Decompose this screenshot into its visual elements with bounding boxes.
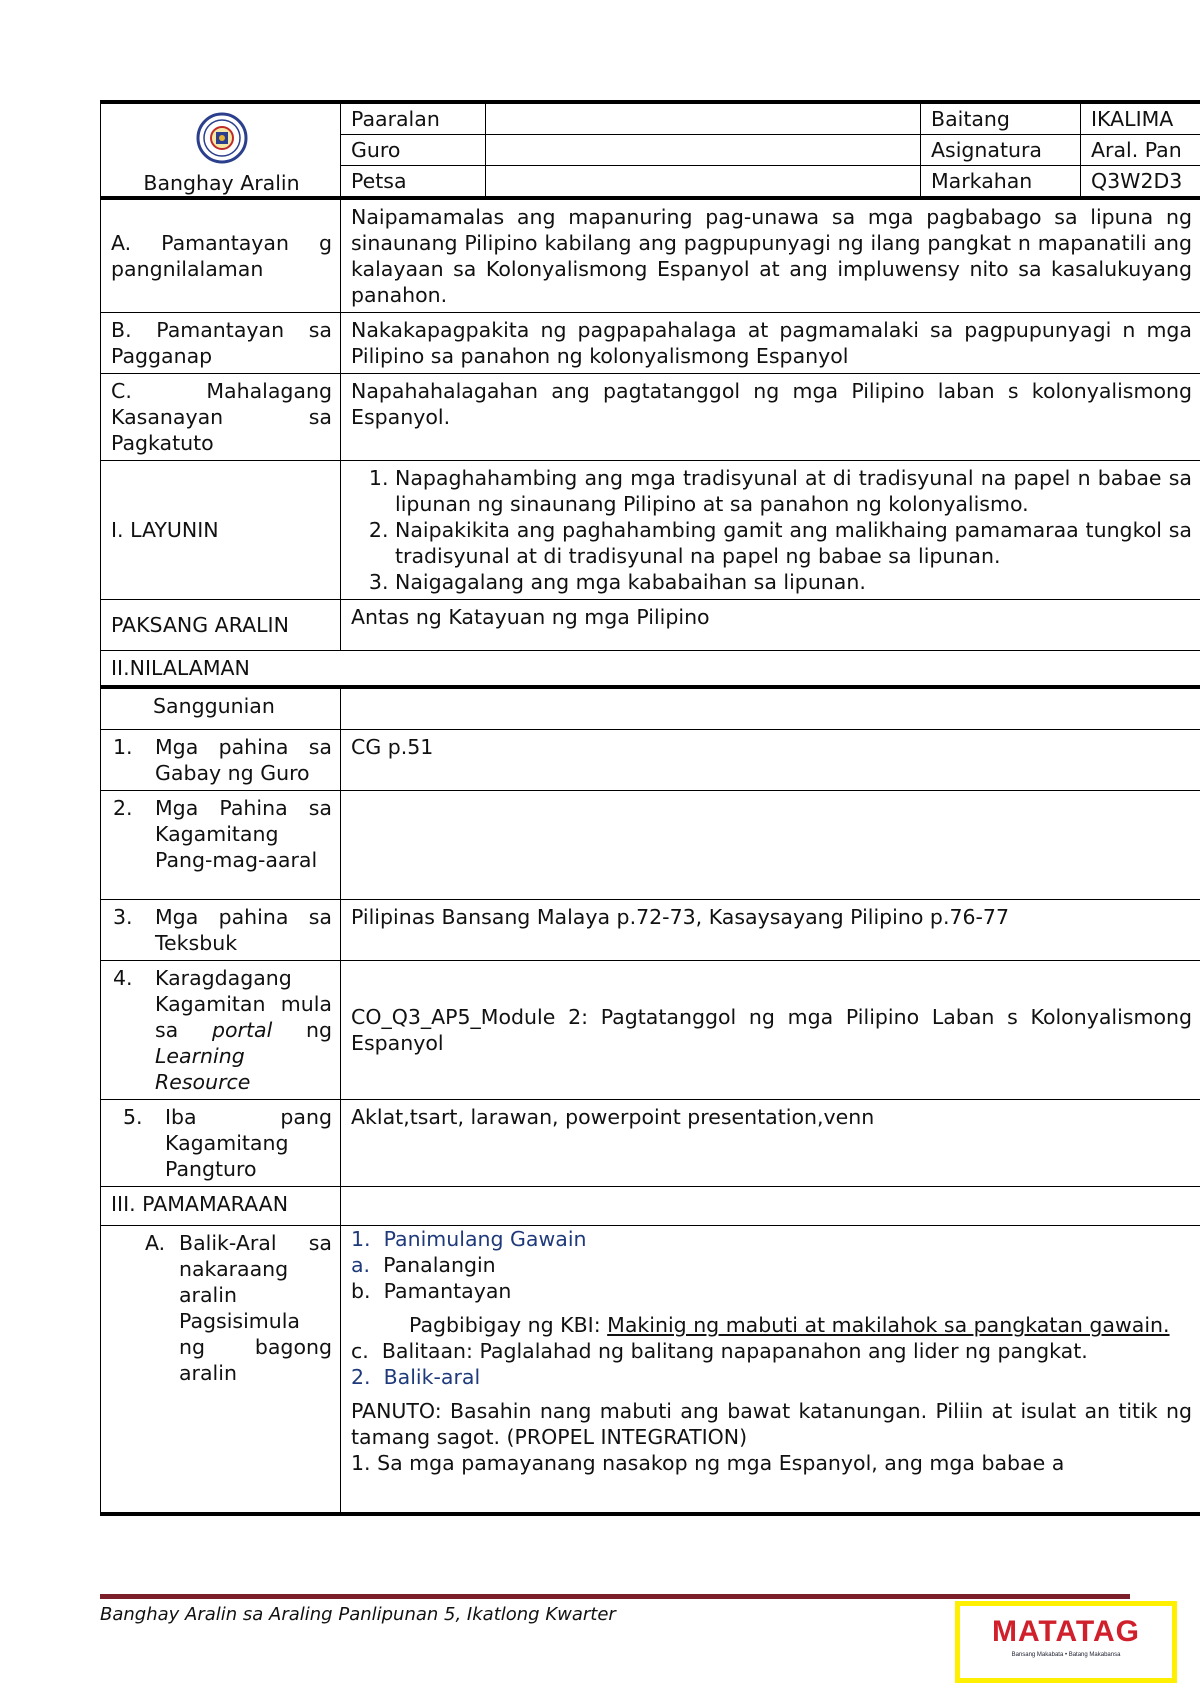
reference-number: 3. <box>113 905 133 929</box>
section-b-text: Nakakapagpakita ng pagpapahalaga at pagmamalaki sa pagpupunyagi n mga Pilipino sa panahon ng kolonyalismong Espanyol <box>341 313 1200 374</box>
reference-label-italic: portal <box>211 1018 273 1042</box>
field-label: Asignatura <box>921 135 1081 166</box>
gawain-title: Panimulang Gawain <box>383 1227 587 1251</box>
balik-aral-letter: A. <box>145 1231 166 1255</box>
item-text: Panalangin <box>383 1253 496 1277</box>
reference-value: CG p.51 <box>341 730 1200 791</box>
reference-label-cell <box>101 900 341 961</box>
reference-label-cell <box>101 730 341 791</box>
kbi-prefix: Pagbibigay ng KBI: <box>409 1313 608 1337</box>
reference-value <box>341 791 1200 900</box>
footer-divider <box>100 1594 1130 1599</box>
reference-number: 1. <box>113 735 133 759</box>
balik-title: Balik-aral <box>383 1365 481 1389</box>
layunin-item: 1. Napaghahambing ang mga tradisyunal at di tradisyunal na papel n babae sa lipunan ng sinaunang Pilipino at sa panahon ng kolonyalismo. <box>395 465 1192 517</box>
sanggunian-value <box>341 687 1200 730</box>
reference-row <box>101 900 1200 961</box>
reference-label: Mga pahina sa Gabay ng Guro <box>155 735 332 785</box>
kbi-paragraph <box>351 1312 1192 1338</box>
reference-label: Iba pang Kagamitang Pangturo <box>165 1105 332 1181</box>
item-letter: a. <box>351 1253 371 1277</box>
section-c-row <box>101 374 1200 461</box>
field-label: Guro <box>341 135 486 166</box>
section-b-row <box>101 313 1200 374</box>
reference-value: Pilipinas Bansang Malaya p.72-73, Kasaysayang Pilipino p.76-77 <box>341 900 1200 961</box>
paksa-row <box>101 600 1200 651</box>
layunin-item: 2. Naipakikita ang paghahambing gamit ang malikhaing pamamaraa tungkol sa tradisyunal at di tradisyunal na papel ng babae sa lipunan. <box>395 517 1192 569</box>
pamamaraan-row <box>101 1187 1200 1226</box>
sanggunian-row <box>101 687 1200 730</box>
reference-value: CO_Q3_AP5_Module 2: Pagtatanggol ng mga Pilipino Laban s Kolonyalismong Espanyol <box>341 961 1200 1100</box>
question-1: 1. Sa mga pamayanang nasakop ng mga Espanyol, ang mga babae a <box>351 1451 1065 1475</box>
reference-label <box>155 965 332 1095</box>
nilalaman-row <box>101 651 1200 688</box>
pamamaraan-value <box>341 1187 1200 1226</box>
layunin-item: 3. Naigagalang ang mga kababaihan sa lipunan. <box>395 569 1192 595</box>
reference-number: 4. <box>113 966 133 990</box>
reference-label-italic: Learning Resource <box>155 1044 251 1094</box>
balik-aral-row <box>101 1226 1200 1515</box>
balik-aral-heading <box>351 1364 1192 1390</box>
item-letter: c. <box>351 1339 369 1363</box>
section-a-label: A. Pamantayan g pangnilalaman <box>101 198 341 313</box>
field-value: Aral. Pan <box>1081 135 1200 166</box>
reference-label-cell <box>101 791 341 900</box>
lesson-plan-page <box>100 100 1200 1516</box>
field-label: Petsa <box>341 166 486 199</box>
panuto-text: PANUTO: Basahin nang mabuti ang bawat katanungan. Piliin at isulat an titik ng tamang sagot. (PROPEL INTEGRATION) <box>351 1399 1192 1449</box>
reference-row <box>101 961 1200 1100</box>
matatag-logo-text: MATATAG <box>991 1615 1141 1648</box>
field-value: Q3W2D3 <box>1081 166 1200 199</box>
layunin-row <box>101 461 1200 600</box>
section-c-label: C. Mahalagang Kasanayan sa Pagkatuto <box>101 374 341 461</box>
reference-label-cell <box>101 961 341 1100</box>
section-a-row <box>101 198 1200 313</box>
field-label: Paaralan <box>341 102 486 135</box>
section-c-text: Napahahalagahan ang pagtatanggol ng mga Pilipino laban s kolonyalismong Espanyol. <box>341 374 1200 461</box>
matatag-tagline: Bansang Makabata • Batang Makabansa <box>1011 1652 1121 1658</box>
field-value[interactable] <box>486 102 921 135</box>
pamamaraan-label: III. PAMAMARAAN <box>101 1187 341 1226</box>
balik-aral-label: Balik-Aral sa nakaraang aralin Pagsisimula ng bagong aralin <box>179 1231 332 1385</box>
reference-number: 5. <box>123 1105 143 1129</box>
field-label: Baitang <box>921 102 1081 135</box>
reference-row <box>101 1100 1200 1187</box>
balik-number: 2. <box>351 1365 371 1389</box>
field-value[interactable] <box>486 135 921 166</box>
footer-text: Banghay Aralin sa Araling Panlipunan 5, Ikatlong Kwarter <box>100 1604 616 1625</box>
deped-seal-icon <box>196 112 248 164</box>
field-value[interactable] <box>486 166 921 199</box>
reference-value: Aklat,tsart, larawan, powerpoint presentation,venn <box>341 1100 1200 1187</box>
field-value: IKALIMA <box>1081 102 1200 135</box>
balik-aral-label-cell <box>101 1226 341 1515</box>
reference-label: Mga pahina sa Teksbuk <box>155 905 332 955</box>
reference-row <box>101 730 1200 791</box>
gawain-number: 1. <box>351 1227 371 1251</box>
reference-label-part: Karagdagang Kagamitan mula sa <box>155 966 332 1042</box>
section-a-text: Naipamamalas ang mapanuring pag-unawa sa mga pagbabago sa lipuna ng sinaunang Pilipino kabilang ang pagpupunyagi ng ilang pangkat n mapanatili ang kalayaan sa Kolonyalismong Espanyol at ang impluwensy nito sa kasalukuyang panahon. <box>341 198 1200 313</box>
matatag-badge <box>955 1601 1177 1683</box>
paksa-text: Antas ng Katayuan ng mga Pilipino <box>341 600 1200 651</box>
section-b-label: B. Pamantayan sa Pagganap <box>101 313 341 374</box>
reference-number: 2. <box>113 796 133 820</box>
item-text: Pamantayan <box>383 1279 512 1303</box>
kbi-text: Makinig ng mabuti at makilahok sa pangkatan gawain. <box>607 1313 1170 1337</box>
reference-row <box>101 791 1200 900</box>
reference-label-part: ng <box>272 1018 332 1042</box>
item-text: Balitaan: Paglalahad ng balitang napapanahon ang lider ng pangkat. <box>381 1339 1088 1363</box>
panalangin-item <box>351 1252 1192 1278</box>
logo-cell <box>101 102 341 198</box>
sanggunian-label: Sanggunian <box>101 687 341 730</box>
nilalaman-label: II.NILALAMAN <box>101 651 1200 688</box>
reference-label-cell <box>101 1100 341 1187</box>
header-row-1 <box>101 102 1200 135</box>
field-label: Markahan <box>921 166 1081 199</box>
paksa-label: PAKSANG ARALIN <box>101 600 341 651</box>
layunin-list-cell <box>341 461 1200 600</box>
panimulang-gawain-heading <box>351 1226 1192 1252</box>
balitaan-item <box>351 1338 1192 1364</box>
layunin-label: I. LAYUNIN <box>101 461 341 600</box>
balik-aral-content <box>341 1226 1200 1515</box>
lesson-plan-title: Banghay Aralin <box>143 171 300 195</box>
lesson-plan-table <box>100 100 1200 1516</box>
reference-label: Mga Pahina sa Kagamitang Pang-mag-aaral <box>155 796 332 872</box>
item-letter: b. <box>351 1279 371 1303</box>
pamantayan-item <box>351 1278 1192 1304</box>
layunin-list <box>351 465 1192 595</box>
